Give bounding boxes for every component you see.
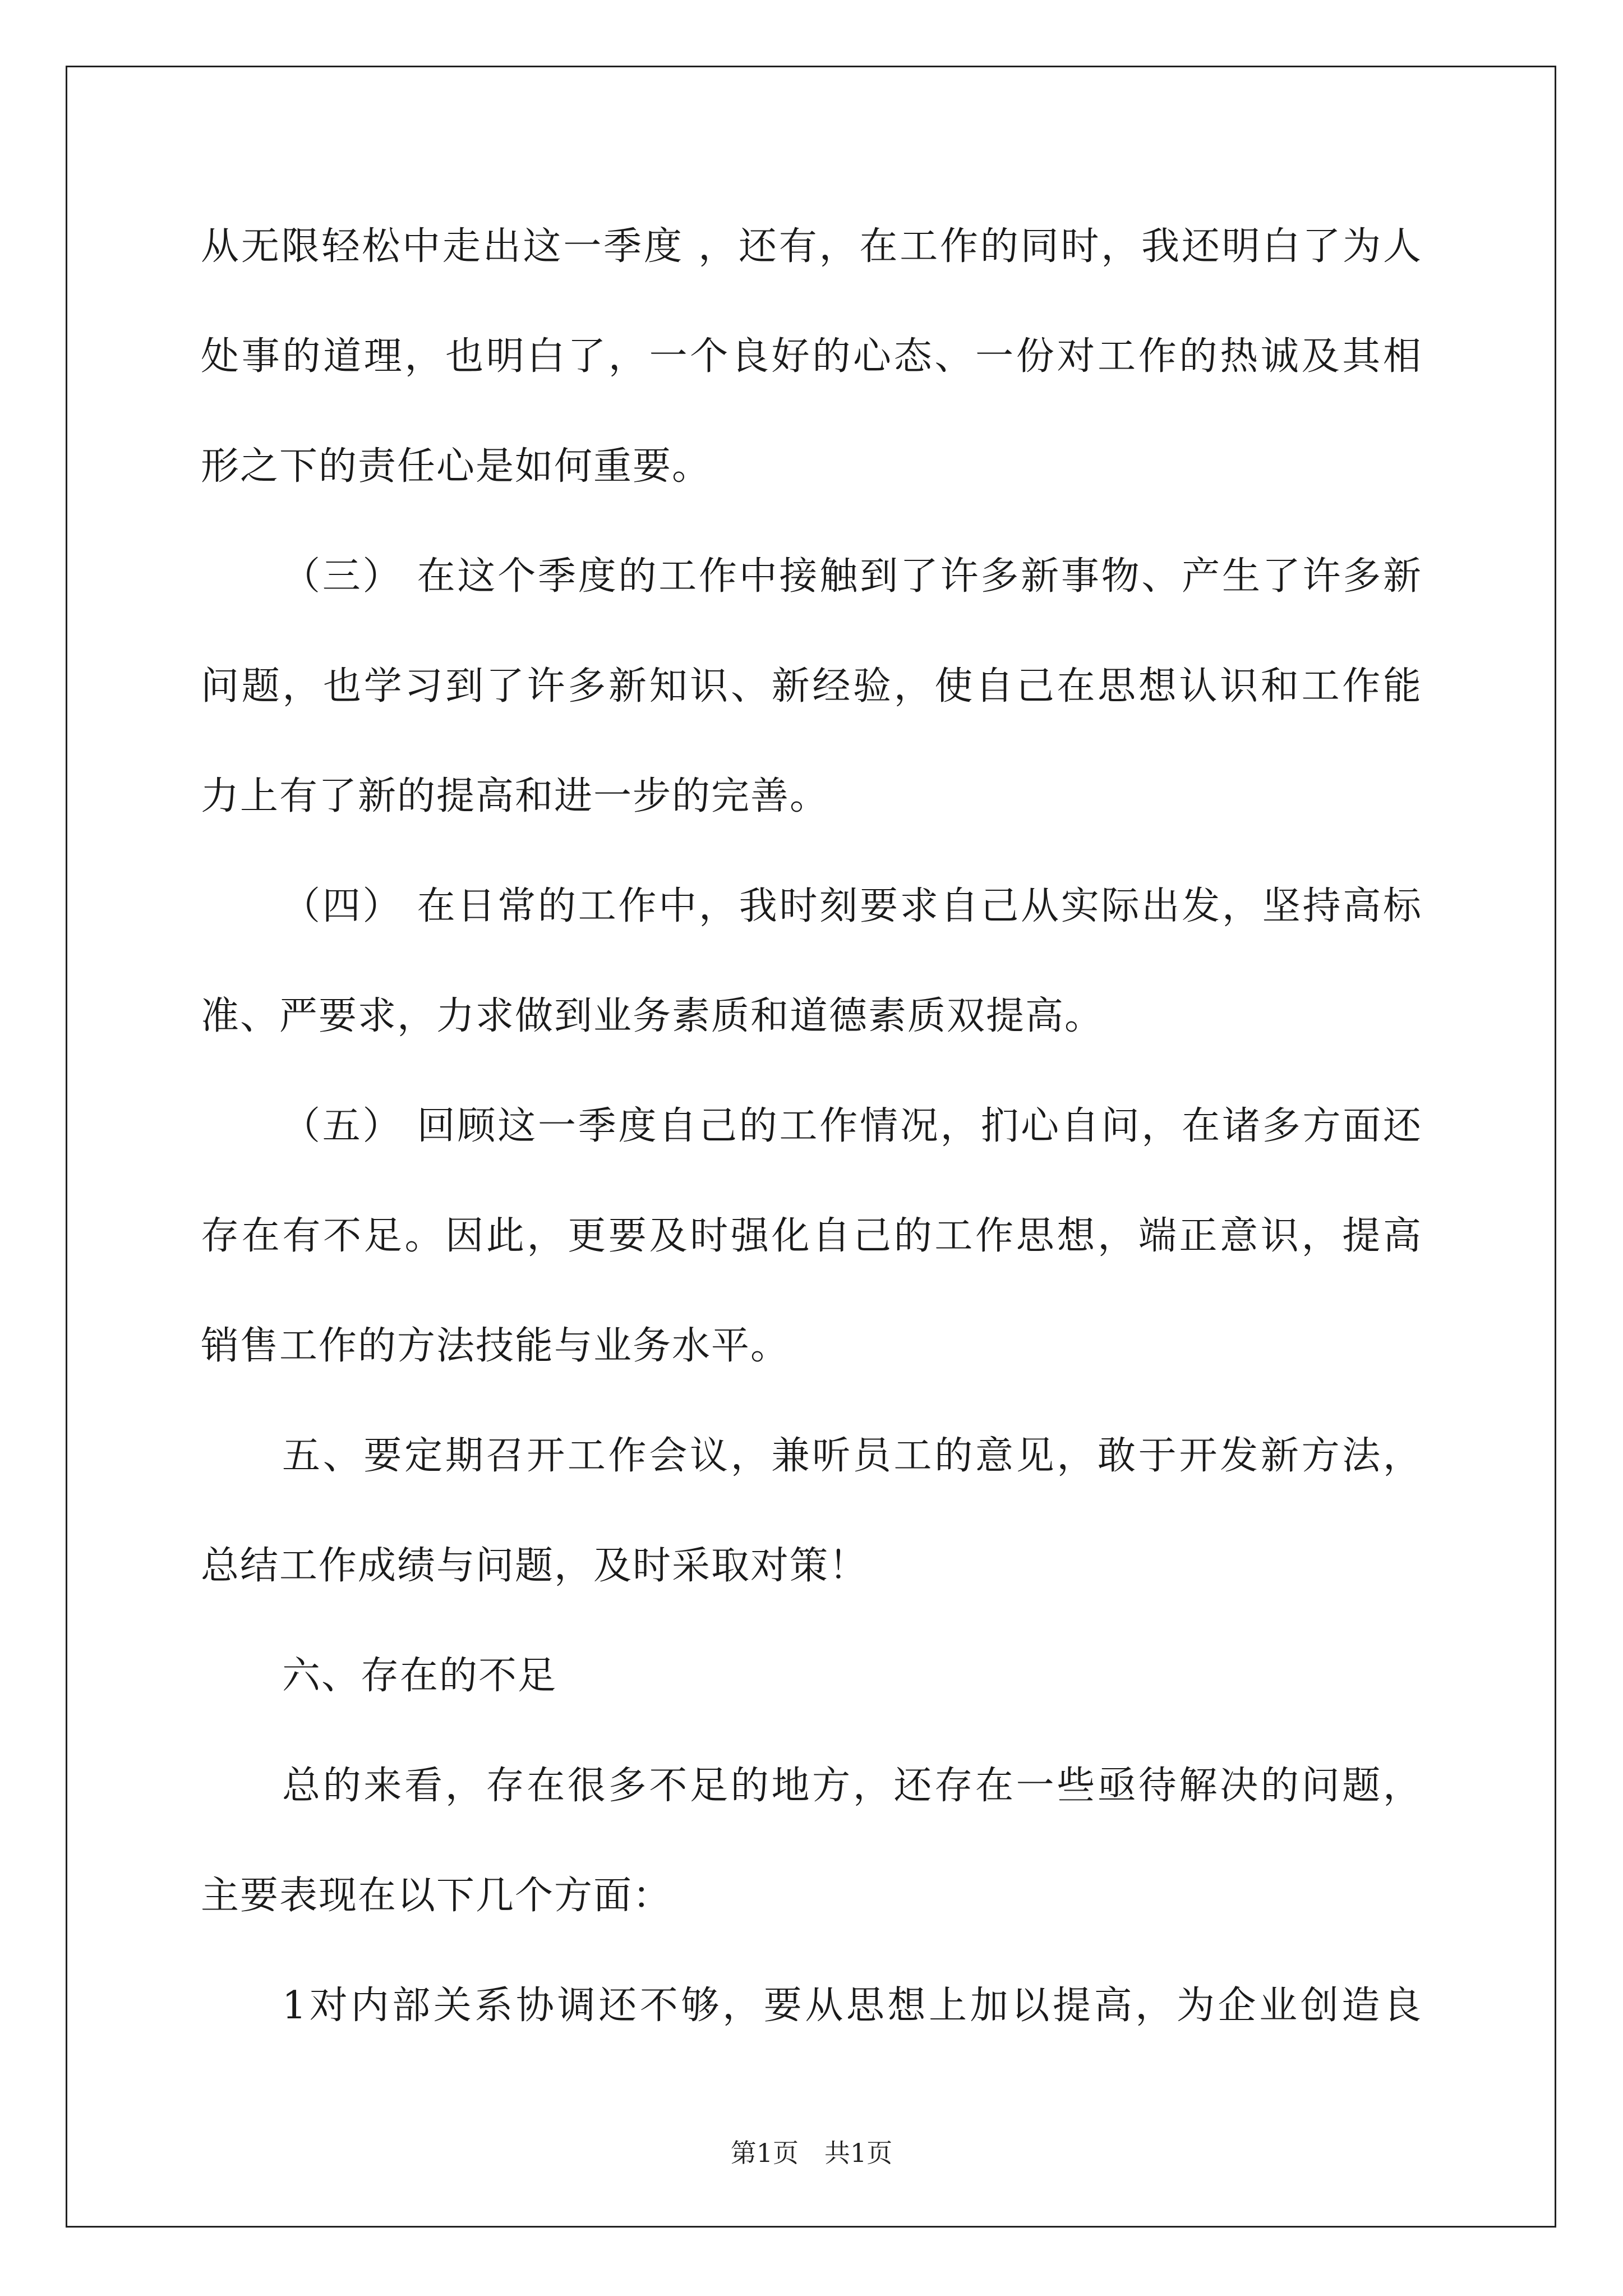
text-line: 问题，也学习到了许多新知识、新经验，使自己在思想认识和工作能 xyxy=(201,664,1422,708)
text-line: 形之下的责任心是如何重要。 xyxy=(201,444,712,489)
text-line: 力上有了新的提高和进一步的完善。 xyxy=(201,774,829,818)
text-line: 五、要定期召开工作会议，兼听员工的意见，敢于开发新方法， xyxy=(282,1434,1422,1478)
text-line: 销售工作的方法技能与业务水平。 xyxy=(201,1324,790,1368)
text-line: 准、严要求，力求做到业务素质和道德素质双提高。 xyxy=(201,994,1104,1038)
text-line: 总的来看，存在很多不足的地方，还存在一些亟待解决的问题， xyxy=(282,1764,1422,1808)
section-heading: 六、存在的不足 xyxy=(282,1654,557,1698)
text-line: 处事的道理，也明白了，一个良好的心态、一份对工作的热诚及其相 xyxy=(201,334,1422,379)
text-line: （五） 回顾这一季度自己的工作情况，扪心自问，在诸多方面还 xyxy=(282,1104,1422,1148)
page-number-footer: 第1页 共1页 xyxy=(730,2138,893,2168)
text-line: 总结工作成绩与问题，及时采取对策！ xyxy=(201,1544,869,1588)
text-line: （三） 在这个季度的工作中接触到了许多新事物、产生了许多新 xyxy=(282,554,1422,599)
text-line: 1对内部关系协调还不够，要从思想上加以提高，为企业创造良 xyxy=(282,1984,1422,2028)
text-line: 存在有不足。因此，更要及时强化自己的工作思想，端正意识，提高 xyxy=(201,1214,1422,1258)
text-line: 主要表现在以下几个方面： xyxy=(201,1874,672,1918)
text-line: 从无限轻松中走出这一季度 ，还有，在工作的同时，我还明白了为人 xyxy=(201,224,1422,269)
text-line: （四） 在日常的工作中，我时刻要求自己从实际出发，坚持高标 xyxy=(282,884,1422,928)
